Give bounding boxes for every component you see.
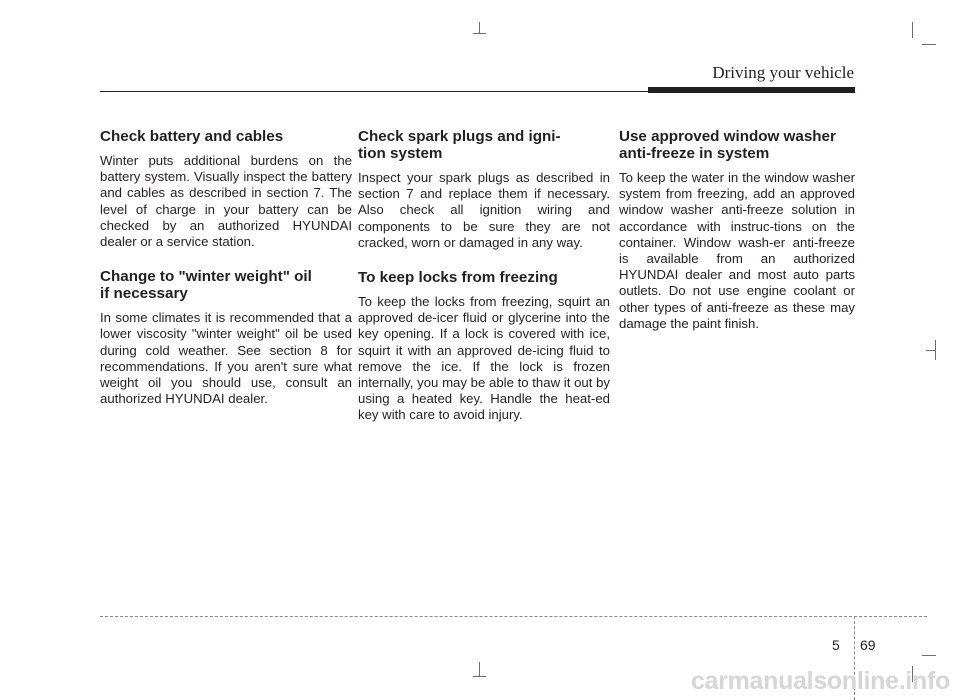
section-heading: Check battery and cables	[100, 128, 284, 145]
footer-dashed-rule	[100, 616, 927, 617]
section-heading: Use approved window washer anti-freeze in system	[619, 128, 836, 162]
section-heading: Check spark plugs and igni- tion system	[358, 128, 561, 162]
section-heading: To keep locks from freezing	[358, 269, 558, 287]
section-body: In some climates it is recommended that a lower viscosity "winter weight" oil be used during cold weather. See section 8 for recommendations. If you aren't sure what weight oil you should use, consult an authorized HYUNDAI dealer.	[100, 310, 352, 407]
section-heading: Change to "winter weight" oil if necessary	[100, 268, 312, 303]
page-number: 69	[860, 637, 876, 653]
column-left	[100, 128, 352, 407]
running-header-title: Driving your vehicle	[712, 63, 854, 82]
section-spark-plugs	[358, 128, 610, 251]
chapter-number: 5	[832, 637, 840, 653]
section-battery	[100, 128, 352, 250]
section-winter-oil	[100, 268, 352, 407]
section-locks	[358, 269, 610, 424]
section-body: To keep the water in the window washer system from freezing, add an approved window washer anti-freeze solution in accordance with instruc-tions on the container. Window wash-er anti-freeze is available from an authorized HYUNDAI dealer and most auto parts outlets. Do not use engine coolant or other types of anti-freeze as these may damage the paint finish.	[619, 170, 855, 331]
section-body: Winter puts additional burdens on the battery system. Visually inspect the battery and cables as described in section 7. The level of charge in your battery can be checked by an authorized HYUNDAI dealer or a service station.	[100, 153, 352, 250]
header-rule-thin	[100, 91, 648, 92]
site-watermark: carmanualsonline.info	[690, 667, 950, 695]
column-middle	[358, 128, 610, 424]
section-washer-antifreeze	[619, 128, 855, 332]
header-rule-thick	[648, 87, 855, 93]
section-body: Inspect your spark plugs as described in section 7 and replace them if necessary. Also check all ignition wiring and components to be sure they are not cracked, worn or damaged in any way.	[358, 170, 610, 250]
section-body: To keep the locks from freezing, squirt an approved de-icer fluid or glycerine into the key opening. If a lock is covered with ice, squirt it with an approved de-icing fluid to remove the ice. If the lock is frozen internally, you may be able to thaw it out by using a heated key. Handle the heat-ed key with care to avoid injury.	[358, 294, 610, 423]
column-right	[619, 128, 855, 332]
